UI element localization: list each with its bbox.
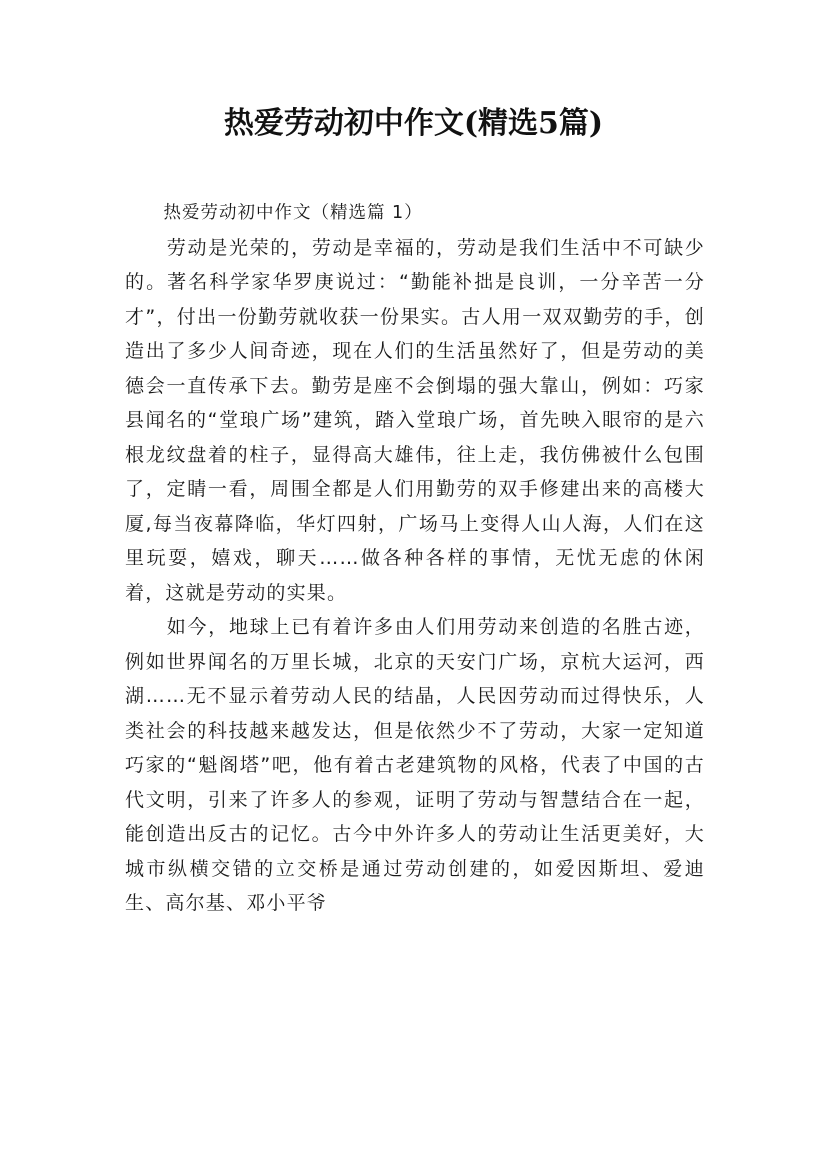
document-body [125, 196, 705, 921]
document-title: 热爱劳动初中作文(精选5篇) [223, 106, 604, 141]
paragraph-1: 劳动是光荣的，劳动是幸福的，劳动是我们生活中不可缺少的。著名科学家华罗庚说过：“勤能补拙是良训，一分辛苦一分才”，付出一份勤劳就收获一份果实。古人用一双双勤劳的手，创造出了多少人间奇迹，现在人们的生活虽然好了，但是劳动的美德会一直传承下去。勤劳是座不会倒塌的强大靠山，例如：巧家县闻名的“堂琅广场”建筑，踏入堂琅广场，首先映入眼帘的是六根龙纹盘着的柱子，显得高大雄伟，往上走，我仿佛被什么包围了，定睛一看，周围全都是人们用勤劳的双手修建出来的高楼大厦,每当夜幕降临，华灯四射，广场马上变得人山人海，人们在这里玩耍，嬉戏，聊天……做各种各样的事情，无忧无虑的休闲着，这就是劳动的实果。 [125, 236, 705, 604]
paragraph-2: 如今，地球上已有着许多由人们用劳动来创造的名胜古迹，例如世界闻名的万里长城，北京的天安门广场，京杭大运河，西湖……无不显示着劳动人民的结晶，人民因劳动而过得快乐，人类社会的科技越来越发达，但是依然少不了劳动，大家一定知道巧家的“魁阁塔”吧，他有着古老建筑物的风格，代表了中国的古代文明，引来了许多人的参观，证明了劳动与智慧结合在一起，能创造出反古的记忆。古今中外许多人的劳动让生活更美好，大城市纵横交错的立交桥是通过劳动创建的，如爱因斯坦、爱迪生、高尔基、邓小平爷 [125, 616, 705, 914]
section-heading: 热爱劳动初中作文（精选篇 1） [163, 203, 423, 223]
